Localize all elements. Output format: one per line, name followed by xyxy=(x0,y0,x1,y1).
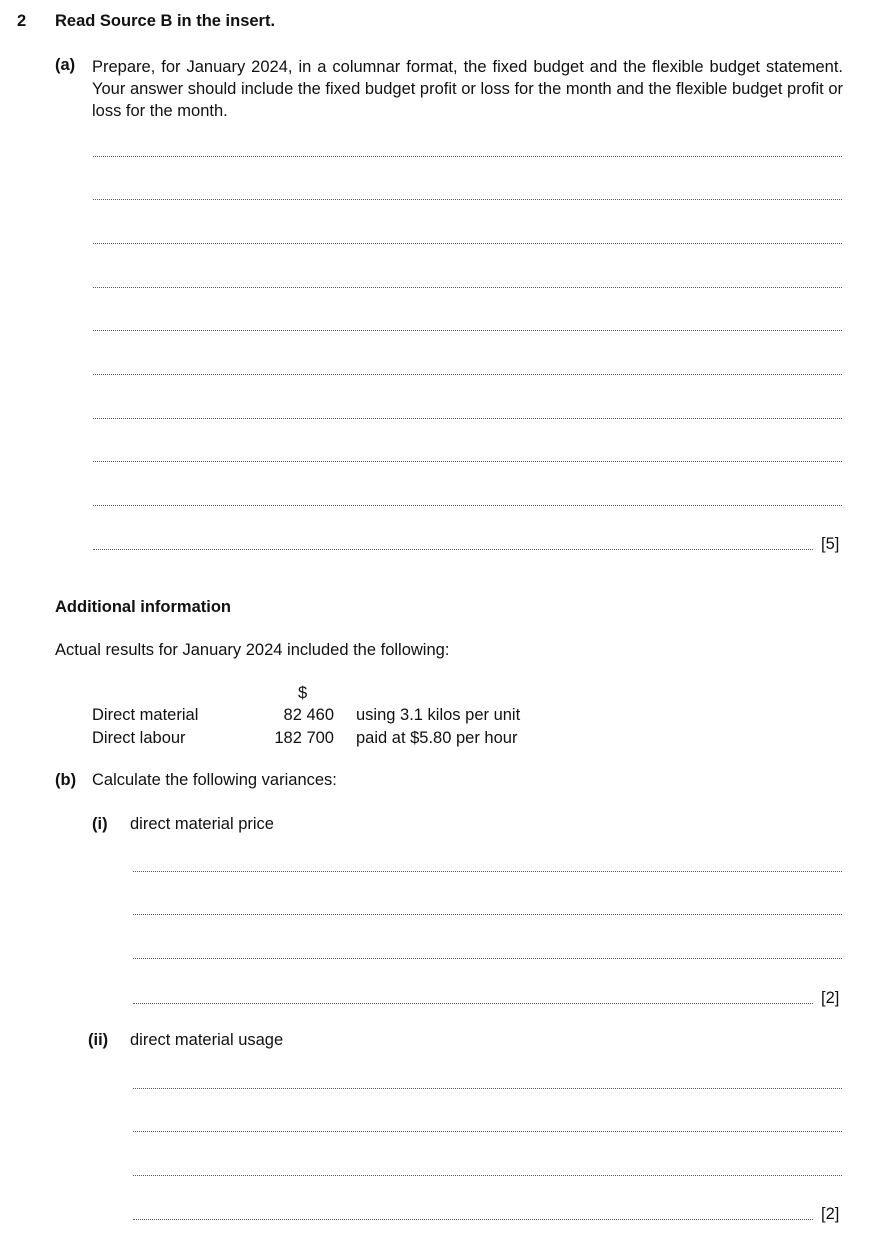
row-item-direct-material: Direct material xyxy=(92,706,199,724)
part-b-label: (b) xyxy=(55,771,77,789)
answer-line[interactable] xyxy=(93,505,842,506)
answer-line[interactable] xyxy=(93,330,842,331)
answer-line[interactable] xyxy=(93,549,813,550)
question-number: 2 xyxy=(17,12,27,30)
answer-line[interactable] xyxy=(93,156,842,157)
answer-line[interactable] xyxy=(133,1003,813,1004)
row-note-direct-labour: paid at $5.80 per hour xyxy=(356,729,518,747)
part-b-i-label: (i) xyxy=(92,815,108,833)
row-item-direct-labour: Direct labour xyxy=(92,729,186,747)
answer-line[interactable] xyxy=(133,871,842,872)
part-b-ii-mark: [2] xyxy=(821,1205,840,1223)
part-b-i-text: direct material price xyxy=(130,815,274,833)
answer-line[interactable] xyxy=(93,461,842,462)
answer-line[interactable] xyxy=(133,1175,842,1176)
answer-line[interactable] xyxy=(93,418,842,419)
answer-line[interactable] xyxy=(93,243,842,244)
answer-line[interactable] xyxy=(133,914,842,915)
answer-line[interactable] xyxy=(93,374,842,375)
additional-info-title: Additional information xyxy=(55,598,231,616)
answer-line[interactable] xyxy=(133,1219,813,1220)
part-b-ii-text: direct material usage xyxy=(130,1031,284,1049)
part-a-label: (a) xyxy=(55,56,76,74)
part-b-text: Calculate the following variances: xyxy=(92,771,337,789)
currency-header: $ xyxy=(298,684,308,702)
question-heading: Read Source B in the insert. xyxy=(55,12,276,30)
part-a-mark: [5] xyxy=(821,535,840,553)
answer-line[interactable] xyxy=(133,958,842,959)
answer-line[interactable] xyxy=(93,287,842,288)
answer-line[interactable] xyxy=(133,1088,842,1089)
row-amount-direct-material: 82 460 xyxy=(283,706,334,724)
additional-info-intro: Actual results for January 2024 included the following: xyxy=(55,641,450,659)
row-note-direct-material: using 3.1 kilos per unit xyxy=(356,706,521,724)
answer-line[interactable] xyxy=(93,199,842,200)
part-b-i-mark: [2] xyxy=(821,989,840,1007)
part-a-text: Prepare, for January 2024, in a columnar format, the fixed budget and the flexible budget statement. Your answer should include the fixed budget profit or loss for the month and the flexible budget profit or loss for the month. xyxy=(92,58,843,120)
part-b-ii-label: (ii) xyxy=(88,1031,109,1049)
answer-line[interactable] xyxy=(133,1131,842,1132)
row-amount-direct-labour: 182 700 xyxy=(274,729,334,747)
